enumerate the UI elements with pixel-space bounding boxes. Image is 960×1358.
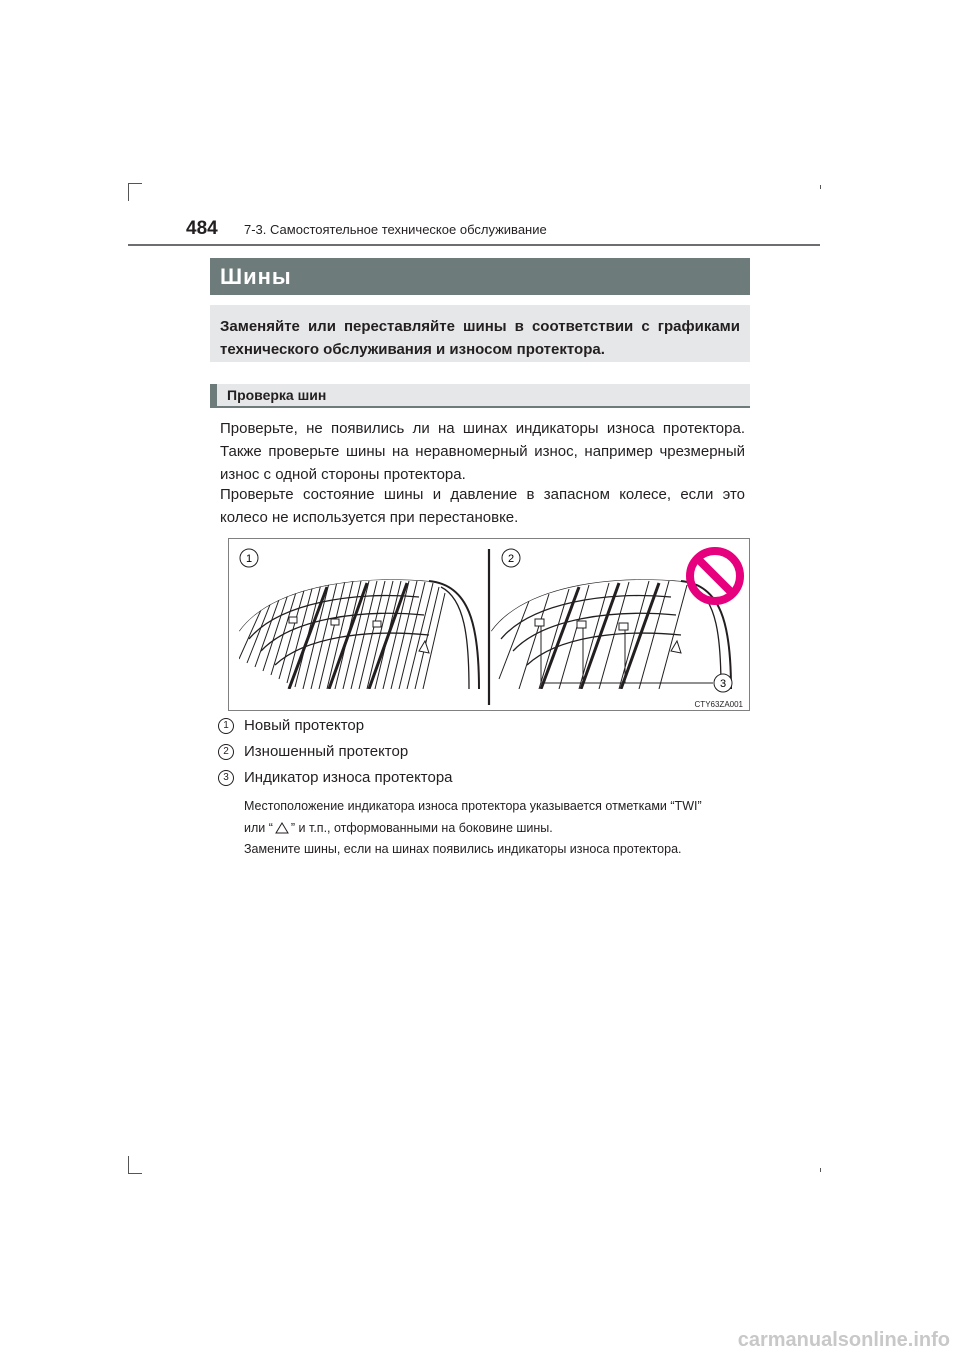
tire-illustration (228, 538, 750, 711)
svg-text:3: 3 (719, 678, 727, 690)
legend-number: 1 (218, 718, 234, 734)
legend-text: Новый протектор (244, 717, 365, 734)
svg-text:2: 2 (507, 553, 515, 565)
triangle-mark-icon (275, 822, 289, 834)
header-rule (128, 244, 820, 246)
crop-mark-top-left-v (128, 183, 129, 201)
callout-3 (714, 674, 732, 692)
paragraph-tread-check: Проверьте, не появились ли на шинах индикаторы износа протектора. Также проверьте шины на неравномерный износ, например чрезмерный износ с одной стороны протектора. (220, 420, 745, 483)
section-reference: 7-3. Самостоятельное техническое обслуживание (244, 222, 547, 237)
callout-2 (502, 549, 520, 567)
legend-text: Изношенный протектор (244, 743, 409, 760)
prohibition-icon (690, 551, 740, 601)
crop-mark-top-left-h (128, 183, 142, 184)
note-twi-location (244, 795, 749, 839)
legend-number: 3 (218, 770, 234, 786)
crop-mark-bottom-left-h (128, 1173, 142, 1174)
crop-mark-bottom-left-v (128, 1156, 129, 1174)
new-tread-tire (239, 579, 479, 689)
watermark: carmanualsonline.info (737, 1329, 950, 1351)
page-title: Шины (210, 258, 750, 295)
subsection-heading: Проверка шин (210, 384, 750, 408)
page-number: 484 (186, 218, 218, 239)
crop-mark-bottom-right (820, 1168, 821, 1172)
note-line-2-start: или “ (244, 821, 273, 835)
legend-number: 2 (218, 744, 234, 760)
legend-item-worn-tread (218, 743, 408, 760)
note-replace-tires: Замените шины, если на шинах появились индикаторы износа протектора. (244, 842, 682, 856)
figure-code: CTY63ZA001 (694, 700, 743, 709)
note-line-2-end: ” и т.п., отформованными на боковине шины. (290, 821, 553, 835)
callout-1 (240, 549, 258, 567)
legend-text: Индикатор износа протектора (244, 769, 453, 786)
legend-item-new-tread (218, 717, 364, 734)
tire-illustration-svg (229, 539, 749, 710)
note-line-1: Местоположение индикатора износа протектора указывается отметками “TWI” (244, 799, 702, 813)
paragraph-spare-check: Проверьте состояние шины и давление в запасном колесе, если это колесо не используется при перестановке. (220, 486, 745, 526)
intro-box: Заменяйте или переставляйте шины в соответствии с графиками технического обслуживания и износом протектора. (210, 305, 750, 362)
legend-item-wear-indicator (218, 769, 453, 786)
svg-text:1: 1 (245, 553, 253, 565)
crop-mark-top-right (820, 185, 821, 189)
